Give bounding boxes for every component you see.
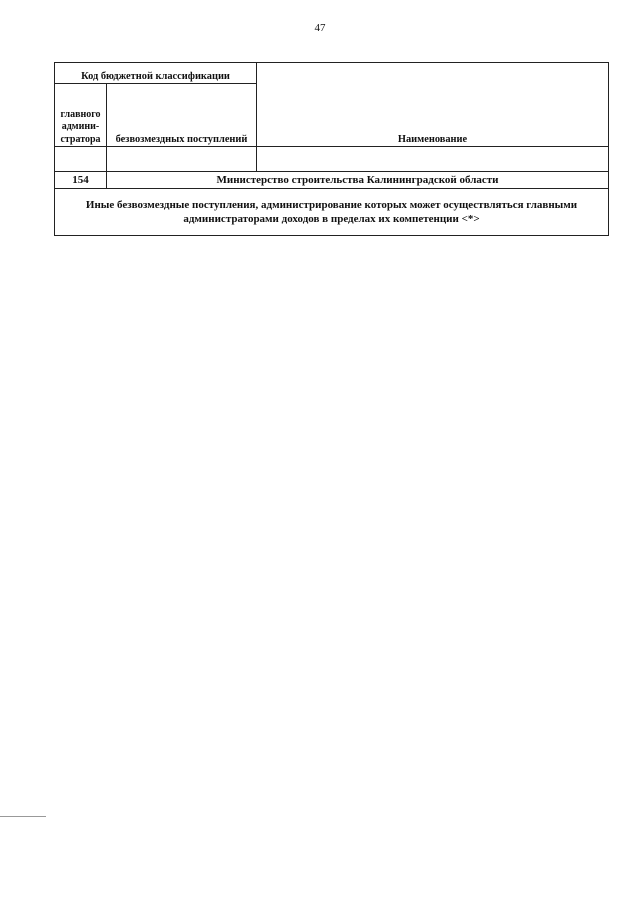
section-title: Иные безвозмездные поступления, администрирование которых может осуществляться главными администраторами доходов в пределах их компетенции <*> [55,189,609,236]
page-number: 47 [314,22,326,34]
header-kbk: Код бюджетной классификации [55,63,257,84]
ministry-name: Министерство строительства Калининградской области [107,172,609,189]
header-row-top [55,63,609,84]
header-name: Наименование [257,63,609,147]
budget-classification-table [54,62,609,236]
ministry-code: 154 [55,172,107,189]
header-admin: главного админи-стратора [55,84,107,147]
scan-artifact-line [0,816,46,817]
spacer-row [55,147,609,172]
header-revenue: безвозмездных поступлений [107,84,257,147]
ministry-row [55,172,609,189]
section-row [55,189,609,236]
